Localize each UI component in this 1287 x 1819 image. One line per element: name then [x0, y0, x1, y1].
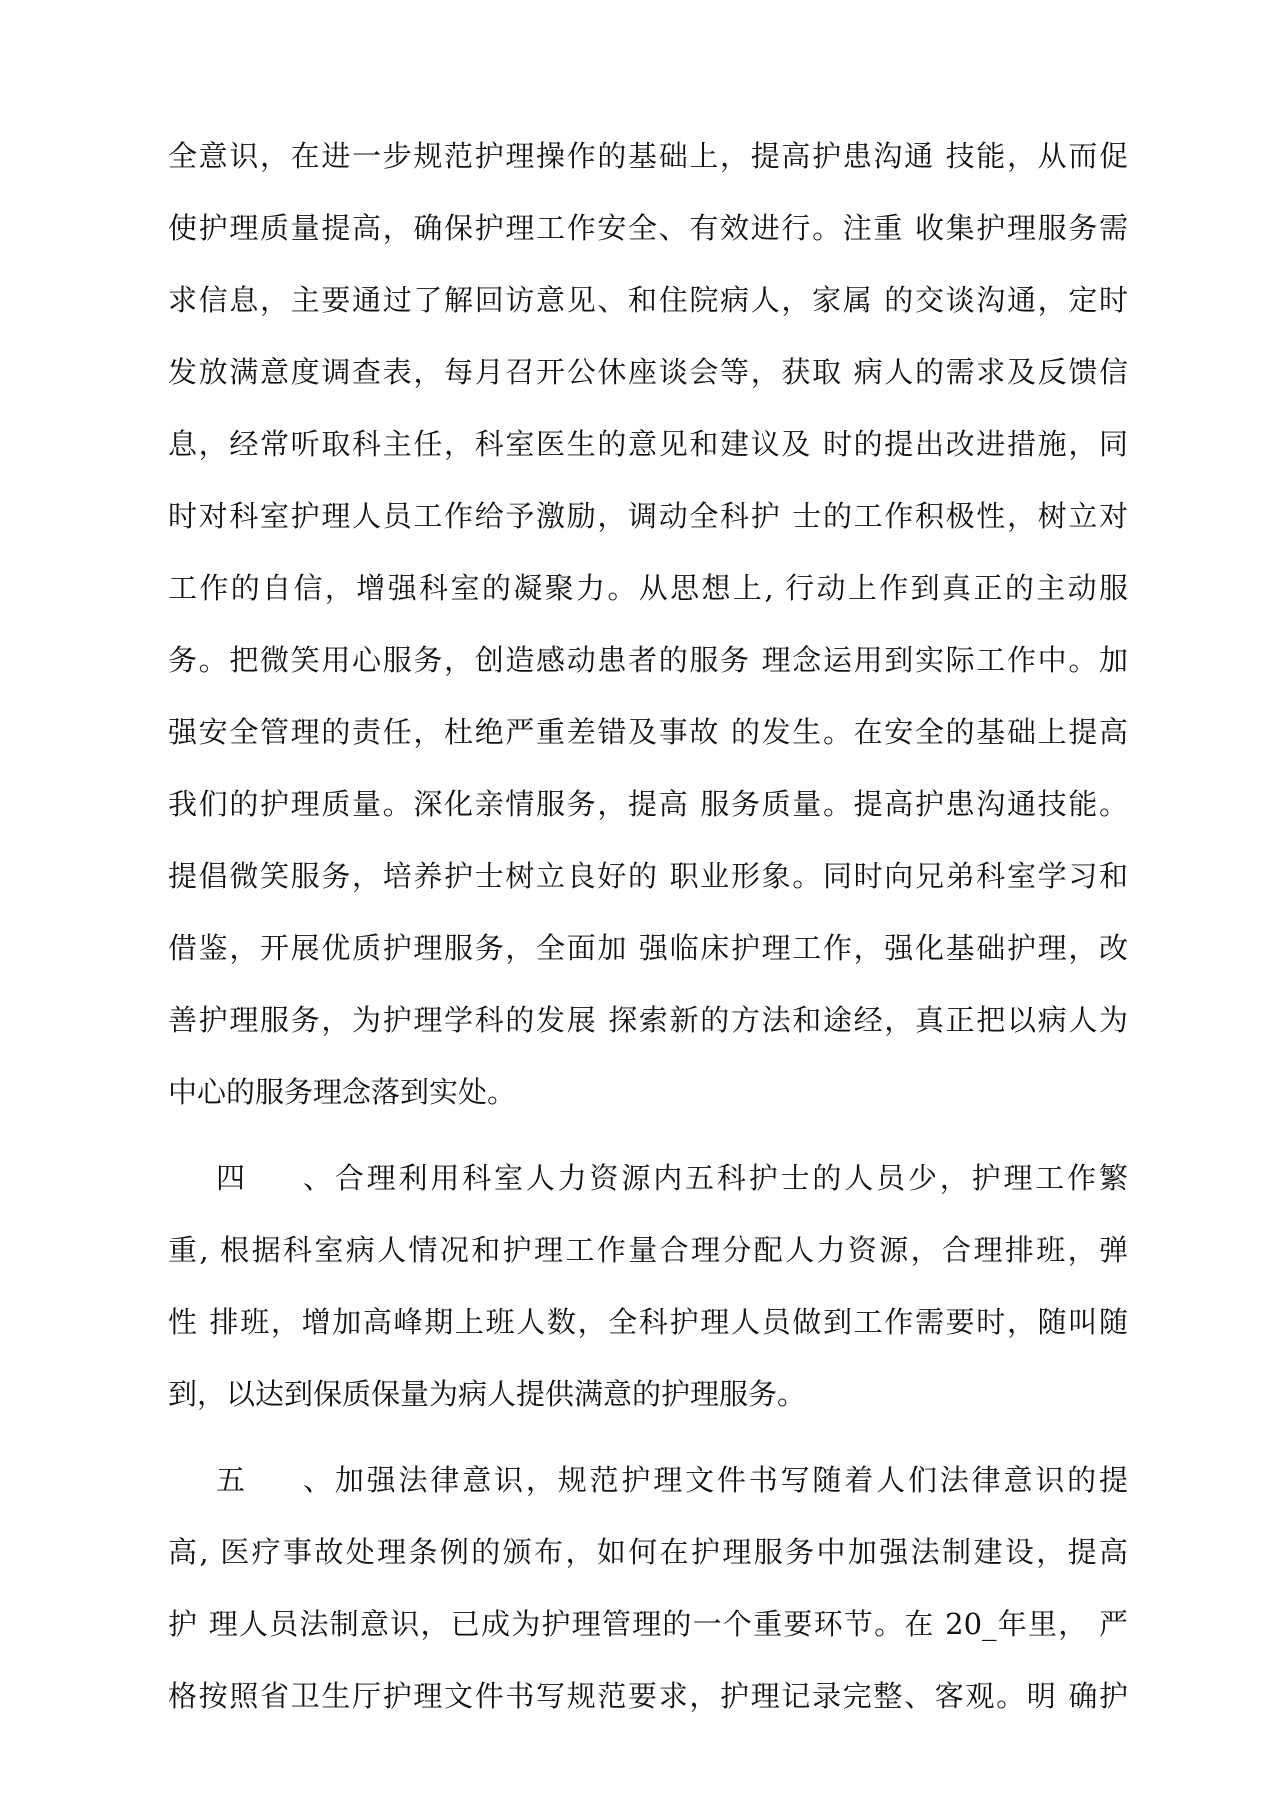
text-line: 工作的自信，增强科室的凝聚力。从思想上, 行动上作到真正的主动服: [168, 571, 1128, 605]
text-line: 到，以达到保质保量为病人提供满意的护理服务。: [168, 1377, 807, 1411]
text-line: 发放满意度调查表，每月召开公休座谈会等，获取 病人的需求及反馈信: [168, 355, 1128, 389]
text-line: 求信息，主要通过了解回访意见、和住院病人，家属 的交谈沟通，定时: [168, 283, 1128, 317]
text-line: 强安全管理的责任，杜绝严重差错及事故 的发生。在安全的基础上提高: [168, 715, 1128, 749]
section-four-heading-text: 合理利用科室人力资源内五科护士的人员少，护理工作繁: [332, 1161, 1128, 1195]
paragraph-continued: [168, 120, 1128, 1128]
text-line: 重, 根据科室病人情况和护理工作量合理分配人力资源，合理排班，弹: [168, 1233, 1128, 1267]
text-line: 护 理人员法制意识，已成为护理管理的一个重要环节。在 20_年里， 严: [168, 1607, 1128, 1641]
section-five: [168, 1444, 1128, 1732]
text-line: 时对科室护理人员工作给予激励，调动全科护 士的工作积极性，树立对: [168, 499, 1128, 533]
section-five-first-line: [168, 1444, 1128, 1516]
text-line: 高, 医疗事故处理条例的颁布，如何在护理服务中加强法制建设，提高: [168, 1535, 1128, 1569]
text-line: 我们的护理质量。深化亲情服务，提高 服务质量。提高护患沟通技能。: [168, 787, 1128, 821]
text-line: 息，经常听取科主任，科室医生的意见和建议及 时的提出改进措施，同: [168, 427, 1128, 461]
section-four-numeral: 四、: [216, 1161, 332, 1195]
text-line: 务。把微笑用心服务，创造感动患者的服务 理念运用到实际工作中。加: [168, 643, 1128, 677]
text-line: 善护理服务，为护理学科的发展 探索新的方法和途经，真正把以病人为: [168, 1003, 1128, 1037]
text-line: 全意识，在进一步规范护理操作的基础上，提高护患沟通 技能，从而促: [168, 139, 1128, 173]
body-text: [168, 120, 1128, 1732]
section-five-numeral: 五、: [216, 1463, 332, 1497]
section-four: [168, 1142, 1128, 1430]
text-line: 格按照省卫生厅护理文件书写规范要求，护理记录完整、客观。明 确护: [168, 1679, 1128, 1713]
section-four-first-line: [168, 1142, 1128, 1214]
text-line: 性 排班，增加高峰期上班人数，全科护理人员做到工作需要时，随叫随: [168, 1305, 1128, 1339]
text-line: 中心的服务理念落到实处。: [168, 1075, 517, 1109]
text-line: 使护理质量提高，确保护理工作安全、有效进行。注重 收集护理服务需: [168, 211, 1128, 245]
text-line: 提倡微笑服务，培养护士树立良好的 职业形象。同时向兄弟科室学习和: [168, 859, 1128, 893]
text-line: 借鉴，开展优质护理服务，全面加 强临床护理工作，强化基础护理，改: [168, 931, 1128, 965]
section-five-heading-text: 加强法律意识，规范护理文件书写随着人们法律意识的提: [332, 1463, 1128, 1497]
